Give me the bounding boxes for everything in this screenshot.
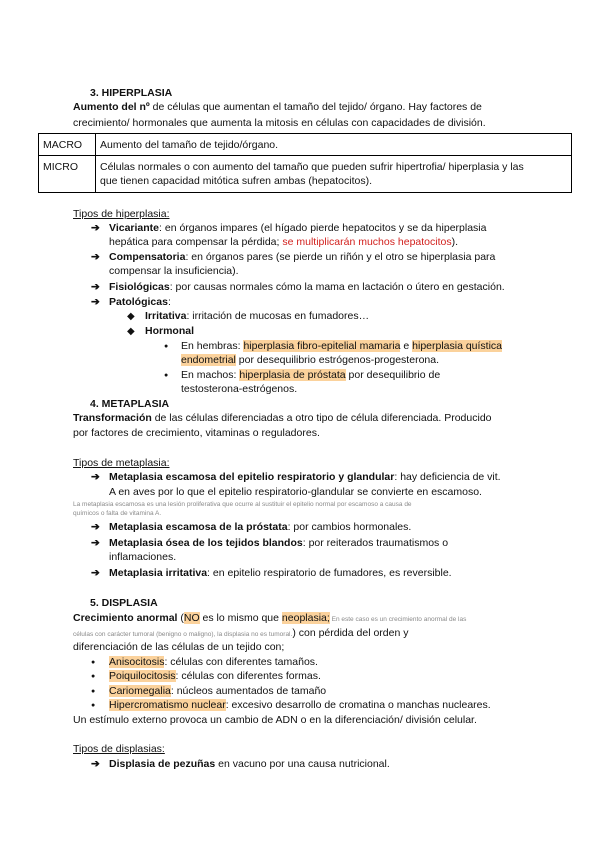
bullet-icon: ● bbox=[164, 343, 169, 350]
diamond-bullet-icon: ◆ bbox=[127, 311, 135, 322]
list-item: Poiquilocitosis: células con diferentes formas. bbox=[109, 670, 321, 682]
metaplasia-osea-line2: inflamaciones. bbox=[109, 551, 177, 563]
metaplasia-respiratoria-item: Metaplasia escamosa del epitelio respiratorio y glandular: hay deficiencia de vit. bbox=[109, 471, 501, 483]
patologicas-item: Patológicas: bbox=[109, 296, 171, 308]
hiperplasia-intro-line2: crecimiento/ hormonales que aumenta la mitosis en células con capacidades de división. bbox=[73, 117, 486, 129]
section-title-hiperplasia: 3. HIPERPLASIA bbox=[90, 87, 173, 99]
metaplasia-intro-line2: por factores de crecimiento, vitaminas o reguladores. bbox=[73, 427, 320, 439]
metaplasia-prostata-item: Metaplasia escamosa de la próstata: por cambios hormonales. bbox=[109, 521, 412, 533]
compensatoria-line2: compensar la insuficiencia). bbox=[109, 265, 239, 277]
machos-item: En machos: hiperplasia de próstata por desequilibrio de bbox=[181, 369, 441, 381]
arrow-icon: ➔ bbox=[91, 521, 100, 533]
table-cell-key: MICRO bbox=[39, 156, 96, 193]
hiperplasia-types-heading: Tipos de hiperplasia: bbox=[73, 208, 170, 220]
bullet-icon: ● bbox=[91, 659, 96, 666]
metaplasia-types-heading: Tipos de metaplasia: bbox=[73, 457, 170, 469]
table-cell-value: Aumento del tamaño de tejido/órgano. bbox=[96, 134, 572, 156]
metaplasia-osea-item: Metaplasia ósea de los tejidos blandos: por reiterados traumatismos o bbox=[109, 537, 449, 549]
displasia-intro-line2: células con carácter tumoral (benigno o maligno), la displasia no es tumoral.) con pérdida del orden y bbox=[73, 627, 409, 639]
metaplasia-respiratoria-line2: A en aves por lo que el epitelio respiratorio-glandular se convierte en escamoso. bbox=[109, 486, 482, 498]
bullet-icon: ● bbox=[91, 702, 96, 709]
arrow-icon: ➔ bbox=[91, 567, 100, 579]
fisiologicas-item: Fisiológicas: por causas normales cómo la mama en lactación o útero en gestación. bbox=[109, 281, 505, 293]
table-cell-value: Células normales o con aumento del tamaño que pueden sufrir hipertrofia/ hiperplasia y las que tienen capacidad mitótica sufren ambas (hepatocitos). bbox=[96, 156, 572, 193]
displasia-intro: Crecimiento anormal (NO es lo mismo que neoplasia; En este caso es un crecimiento anormal de las bbox=[73, 612, 467, 624]
displasia-intro-line3: diferenciación de las células de un tejido con; bbox=[73, 641, 285, 653]
hiperplasia-intro: Aumento del nº de células que aumentan el tamaño del tejido/ órgano. Hay factores de bbox=[73, 101, 482, 113]
table-row bbox=[39, 134, 572, 156]
hembras-line2: endometrial por desequilibrio estrógenos-progesterona. bbox=[181, 354, 439, 366]
arrow-icon: ➔ bbox=[91, 251, 100, 263]
vicariante-item: Vicariante: en órganos impares (el hígado pierde hepatocitos y se da hiperplasia bbox=[109, 222, 487, 234]
bullet-icon: ● bbox=[91, 688, 96, 695]
arrow-icon: ➔ bbox=[91, 758, 100, 770]
list-item: Cariomegalia: núcleos aumentados de tamaño bbox=[109, 685, 327, 697]
arrow-icon: ➔ bbox=[91, 281, 100, 293]
vicariante-line2: hepática para compensar la pérdida; se multiplicarán muchos hepatocitos). bbox=[109, 236, 459, 248]
macro-micro-table bbox=[38, 133, 572, 193]
metaplasia-note-line2: químicos o falta de vitamina A. bbox=[73, 510, 162, 517]
section-title-displasia: 5. DISPLASIA bbox=[90, 597, 158, 609]
machos-line2: testosterona-estrógenos. bbox=[181, 383, 298, 395]
arrow-icon: ➔ bbox=[91, 471, 100, 483]
table-cell-key: MACRO bbox=[39, 134, 96, 156]
metaplasia-irritativa-item: Metaplasia irritativa: en epitelio respiratorio de fumadores, es reversible. bbox=[109, 567, 452, 579]
displasia-types-heading: Tipos de displasias: bbox=[73, 743, 165, 755]
list-item: Anisocitosis: células con diferentes tamaños. bbox=[109, 656, 318, 668]
list-item: Hipercromatismo nuclear: excesivo desarrollo de cromatina o manchas nucleares. bbox=[109, 699, 491, 711]
hormonal-item: Hormonal bbox=[145, 325, 195, 337]
compensatoria-item: Compensatoria: en órganos pares (se pierde un riñón y el otro se hiperplasia para bbox=[109, 251, 496, 263]
irritativa-item: Irritativa: irritación de mucosas en fumadores… bbox=[145, 310, 370, 322]
table-row bbox=[39, 156, 572, 193]
arrow-icon: ➔ bbox=[91, 537, 100, 549]
bullet-icon: ● bbox=[91, 673, 96, 680]
arrow-icon: ➔ bbox=[91, 222, 100, 234]
displasia-pezunas-item: Displasia de pezuñas en vacuno por una causa nutricional. bbox=[109, 758, 390, 770]
hembras-item: En hembras: hiperplasia fibro-epitelial mamaria e hiperplasia quística bbox=[181, 340, 503, 352]
bullet-icon: ● bbox=[164, 372, 169, 379]
arrow-icon: ➔ bbox=[91, 296, 100, 308]
section-title-metaplasia: 4. METAPLASIA bbox=[90, 398, 170, 410]
displasia-stimulus: Un estímulo externo provoca un cambio de ADN o en la diferenciación/ división celular. bbox=[73, 714, 477, 726]
diamond-bullet-icon: ◆ bbox=[127, 326, 135, 337]
metaplasia-intro: Transformación de las células diferenciadas a otro tipo de célula diferenciada. Producido bbox=[73, 412, 492, 424]
metaplasia-note: La metaplasia escamosa es una lesión proliferativa que ocurre al sustituir el epitelio normal por escamoso a causa de bbox=[73, 501, 412, 508]
